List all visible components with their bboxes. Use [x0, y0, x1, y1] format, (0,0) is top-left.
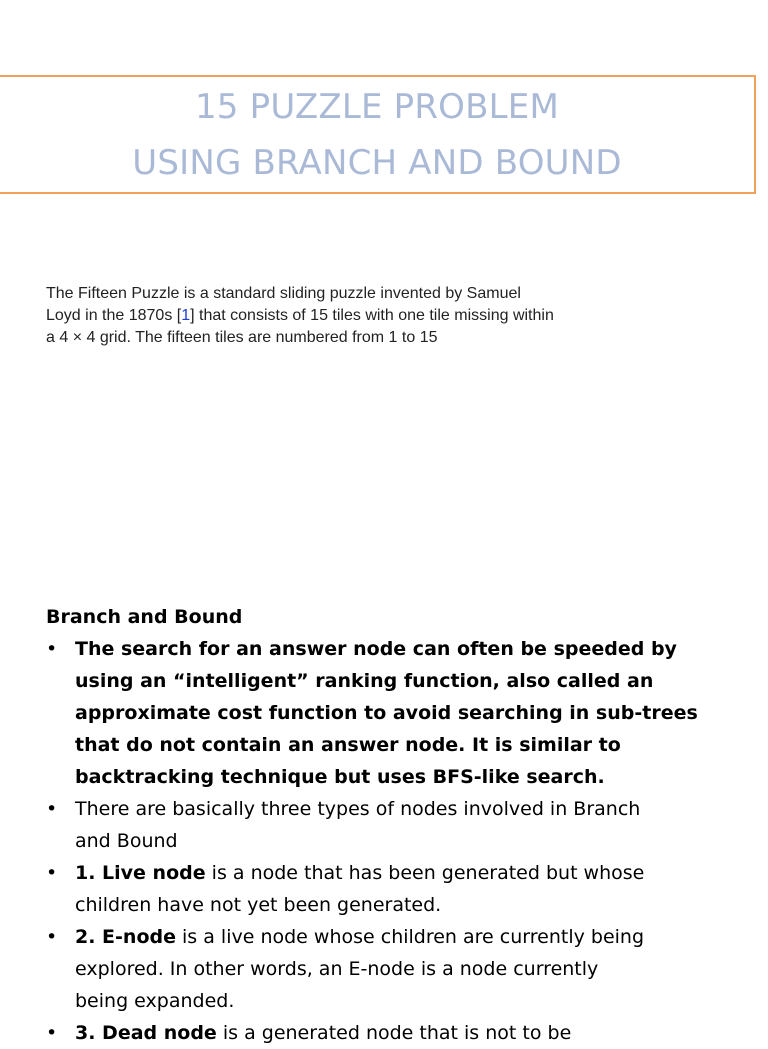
branch-and-bound-section [46, 601, 746, 1049]
bullet-dot: • [46, 926, 58, 948]
bullet-1-line-1: The search for an answer node can often be speeded by [75, 638, 677, 660]
bullet-4-line-1 [75, 921, 746, 953]
bullet-dot: • [46, 862, 58, 884]
citation-link[interactable]: 1 [181, 307, 191, 324]
bullet-item-dead-node [46, 1017, 746, 1049]
title-line-2: USING BRANCH AND BOUND [132, 142, 622, 183]
dead-node-desc: is a generated node that is not to be [216, 1022, 572, 1044]
bullet-3-line-2: children have not yet been generated. [75, 894, 442, 916]
section-heading: Branch and Bound [46, 606, 243, 628]
bullet-3-line-1 [75, 857, 746, 889]
bullet-item-search [46, 633, 746, 793]
bullet-item-node-types [46, 793, 746, 857]
e-node-term: 2. E-node [75, 926, 176, 948]
bullet-dot: • [46, 798, 58, 820]
title-box [0, 75, 756, 194]
bullet-1-line-4: that do not contain an answer node. It is similar to [75, 734, 621, 756]
bullet-1-line-3: approximate cost function to avoid searching in sub-trees [75, 702, 698, 724]
live-node-term: 1. Live node [75, 862, 206, 884]
intro-line-3: a 4 × 4 grid. The fifteen tiles are numbered from 1 to 15 [46, 329, 438, 346]
bullet-4-line-3: being expanded. [75, 990, 235, 1012]
bullet-dot: • [46, 638, 58, 660]
live-node-desc: is a node that has been generated but whose [205, 862, 645, 884]
bullet-item-live-node [46, 857, 746, 921]
bullet-dot: • [46, 1022, 58, 1044]
e-node-desc: is a live node whose children are currently being [175, 926, 645, 948]
bullet-1-line-5: backtracking technique but uses BFS-like search. [75, 766, 605, 788]
bullet-1-line-2: using an “intelligent” ranking function, also called an [75, 670, 654, 692]
intro-line-1: The Fifteen Puzzle is a standard sliding puzzle invented by Samuel [46, 285, 521, 302]
dead-node-term: 3. Dead node [75, 1022, 217, 1044]
intro-line-2-post: ] that consists of 15 tiles with one tile missing within [190, 307, 554, 324]
bullet-5-line-1 [75, 1017, 746, 1049]
bullet-2-line-1: There are basically three types of nodes involved in Branch [75, 798, 641, 820]
bullet-2-line-2: and Bound [75, 830, 178, 852]
intro-line-2-pre: Loyd in the 1870s [ [46, 307, 182, 324]
intro-line-2 [46, 305, 686, 327]
intro-paragraph [46, 283, 686, 349]
bullet-4-line-2: explored. In other words, an E-node is a node currently [75, 958, 599, 980]
bullet-list [46, 633, 746, 1049]
title-line-1: 15 PUZZLE PROBLEM [194, 86, 560, 127]
bullet-item-e-node [46, 921, 746, 1017]
